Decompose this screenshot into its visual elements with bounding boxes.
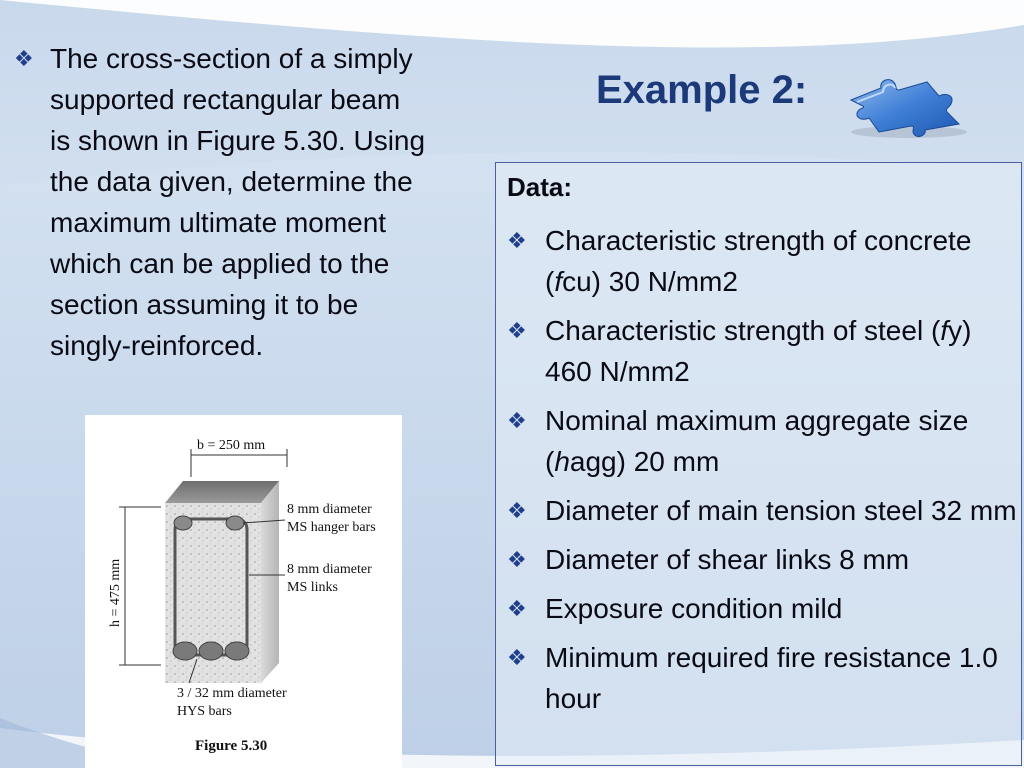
problem-line: is shown in Figure 5.30. Using	[50, 125, 426, 156]
data-heading: Data:	[507, 172, 573, 202]
problem-line: singly-reinforced.	[50, 330, 264, 361]
hys-bars-label: 3 / 32 mm diameter HYS bars	[177, 686, 287, 719]
problem-line: section assuming it to be	[50, 289, 359, 320]
problem-line: which can be applied to the	[50, 248, 390, 279]
list-item: ❖ Diameter of main tension steel 32 mm	[507, 490, 1022, 531]
list-item: ❖ Diameter of shear links 8 mm	[507, 539, 1022, 580]
links-label: 8 mm diameter MS links	[287, 562, 372, 595]
problem-line: the data given, determine the	[50, 166, 413, 197]
diamond-bullet-icon: ❖	[507, 498, 527, 523]
puzzle-piece-icon	[843, 74, 975, 140]
hanger-bars-label: 8 mm diameter MS hanger bars	[287, 502, 376, 535]
diamond-bullet-icon: ❖	[507, 318, 527, 343]
list-item: ❖ Characteristic strength of steel (fy) 460 N/mm2	[507, 310, 1022, 392]
problem-line: maximum ultimate moment	[50, 207, 387, 238]
diamond-bullet-icon: ❖	[507, 408, 527, 433]
data-list	[507, 220, 1022, 727]
problem-statement	[14, 38, 514, 366]
diamond-bullet-icon: ❖	[507, 645, 527, 670]
list-item: ❖ Characteristic strength of concrete (fcu) 30 N/mm2	[507, 220, 1022, 302]
list-item: ❖ Exposure condition mild	[507, 588, 1022, 629]
figure-caption: Figure 5.30	[195, 738, 268, 754]
beam-figure	[85, 415, 402, 768]
slide-title: Example 2:	[596, 68, 808, 112]
diamond-bullet-icon: ❖	[507, 596, 527, 621]
diamond-bullet-icon: ❖	[507, 547, 527, 572]
diamond-bullet-icon: ❖	[507, 228, 527, 253]
problem-line: ❖ The cross-section of a simply	[14, 38, 514, 79]
problem-line: supported rectangular beam	[50, 84, 401, 115]
diamond-bullet-icon: ❖	[14, 46, 34, 71]
list-item: ❖ Minimum required fire resistance 1.0 hour	[507, 637, 1022, 719]
dimension-height-label: h = 475 mm	[108, 558, 123, 627]
list-item: ❖ Nominal maximum aggregate size (hagg) 20 mm	[507, 400, 1022, 482]
dimension-width-label: b = 250 mm	[197, 438, 266, 453]
